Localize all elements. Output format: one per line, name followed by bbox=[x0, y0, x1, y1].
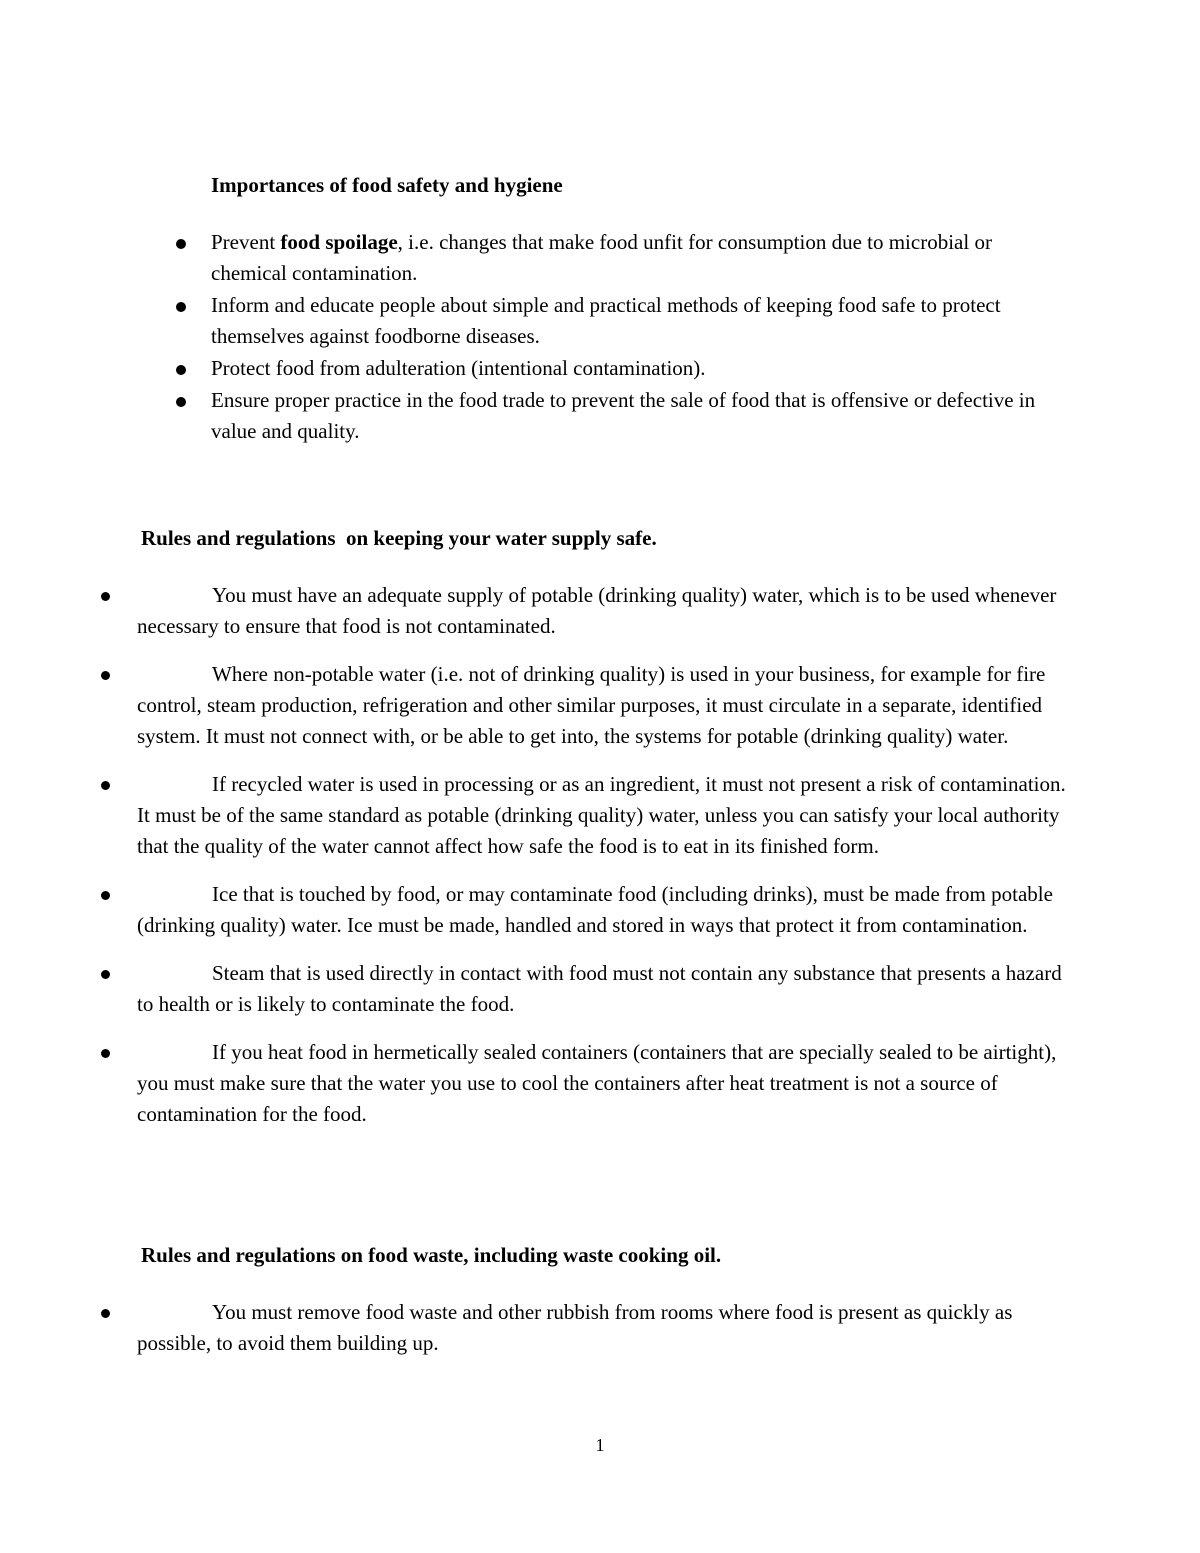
list-item bbox=[137, 659, 1067, 752]
item-text: Protect food from adulteration (intentional contamination). bbox=[211, 356, 706, 380]
item-text: If recycled water is used in processing or as an ingredient, it must not present a risk of contamination. It must be of the same standard as potable (drinking quality) water, unless you can satisfy your local authority that the quality of the water cannot affect how safe the food is to eat in its finished form. bbox=[137, 772, 1066, 858]
bullet-icon bbox=[176, 397, 186, 407]
list-item bbox=[137, 879, 1067, 941]
bullet-icon bbox=[176, 302, 186, 312]
item-text: You must have an adequate supply of potable (drinking quality) water, which is to be used whenever necessary to ensure that food is not contaminated. bbox=[137, 583, 1057, 638]
item-text: If you heat food in hermetically sealed containers (containers that are specially sealed to be airtight), you must make sure that the water you use to cool the containers after heat treatment is not a source of contamination for the food. bbox=[137, 1040, 1057, 1126]
bullet-icon bbox=[101, 1309, 110, 1318]
section-heading-food-waste: Rules and regulations on food waste, including waste cooking oil. bbox=[141, 1243, 722, 1267]
bullet-icon bbox=[101, 970, 110, 979]
item-text: , i.e. changes that make food unfit for consumption due to microbial or chemical contamination. bbox=[211, 230, 992, 285]
bullet-icon bbox=[101, 671, 110, 680]
item-text: Prevent bbox=[211, 230, 281, 254]
item-text: Ice that is touched by food, or may contaminate food (including drinks), must be made from potable (drinking quality) water. Ice must be made, handled and stored in ways that protect it from contamination. bbox=[137, 882, 1053, 937]
list-item bbox=[0, 227, 1041, 289]
item-bold-term: food spoilage bbox=[280, 230, 398, 254]
item-text: You must remove food waste and other rubbish from rooms where food is present as quickly as possible, to avoid them building up. bbox=[137, 1300, 1013, 1355]
list-item bbox=[137, 958, 1067, 1020]
item-text: Where non-potable water (i.e. not of drinking quality) is used in your business, for example for fire control, steam production, refrigeration and other similar purposes, it must circulate in a separate, identified system. It must not connect with, or be able to get into, the systems for potable (drinking quality) water. bbox=[137, 662, 1046, 748]
list-item bbox=[137, 769, 1067, 862]
bullet-icon bbox=[176, 365, 186, 375]
bullet-icon bbox=[101, 891, 110, 900]
list-item bbox=[137, 580, 1067, 642]
page-number: 1 bbox=[595, 1435, 605, 1455]
food-waste-list bbox=[0, 1297, 1200, 1376]
water-supply-list bbox=[0, 580, 1200, 1147]
bullet-icon bbox=[101, 1049, 110, 1058]
food-safety-list bbox=[0, 227, 1200, 448]
list-item bbox=[137, 1037, 1067, 1130]
list-item bbox=[0, 385, 1041, 447]
bullet-icon bbox=[101, 781, 110, 790]
item-text: Steam that is used directly in contact with food must not contain any substance that presents a hazard to health or is likely to contaminate the food. bbox=[137, 961, 1062, 1016]
item-text: Ensure proper practice in the food trade to prevent the sale of food that is offensive or defective in value and quality. bbox=[211, 388, 1036, 443]
item-text: Inform and educate people about simple and practical methods of keeping food safe to protect themselves against foodborne diseases. bbox=[211, 293, 1001, 348]
section-heading-water-supply: Rules and regulations on keeping your water supply safe. bbox=[141, 526, 657, 550]
list-item bbox=[0, 353, 1041, 384]
list-item bbox=[137, 1297, 1067, 1359]
list-item bbox=[0, 290, 1041, 352]
bullet-icon bbox=[176, 239, 186, 249]
section-heading-food-safety: Importances of food safety and hygiene bbox=[211, 173, 563, 197]
bullet-icon bbox=[101, 592, 110, 601]
